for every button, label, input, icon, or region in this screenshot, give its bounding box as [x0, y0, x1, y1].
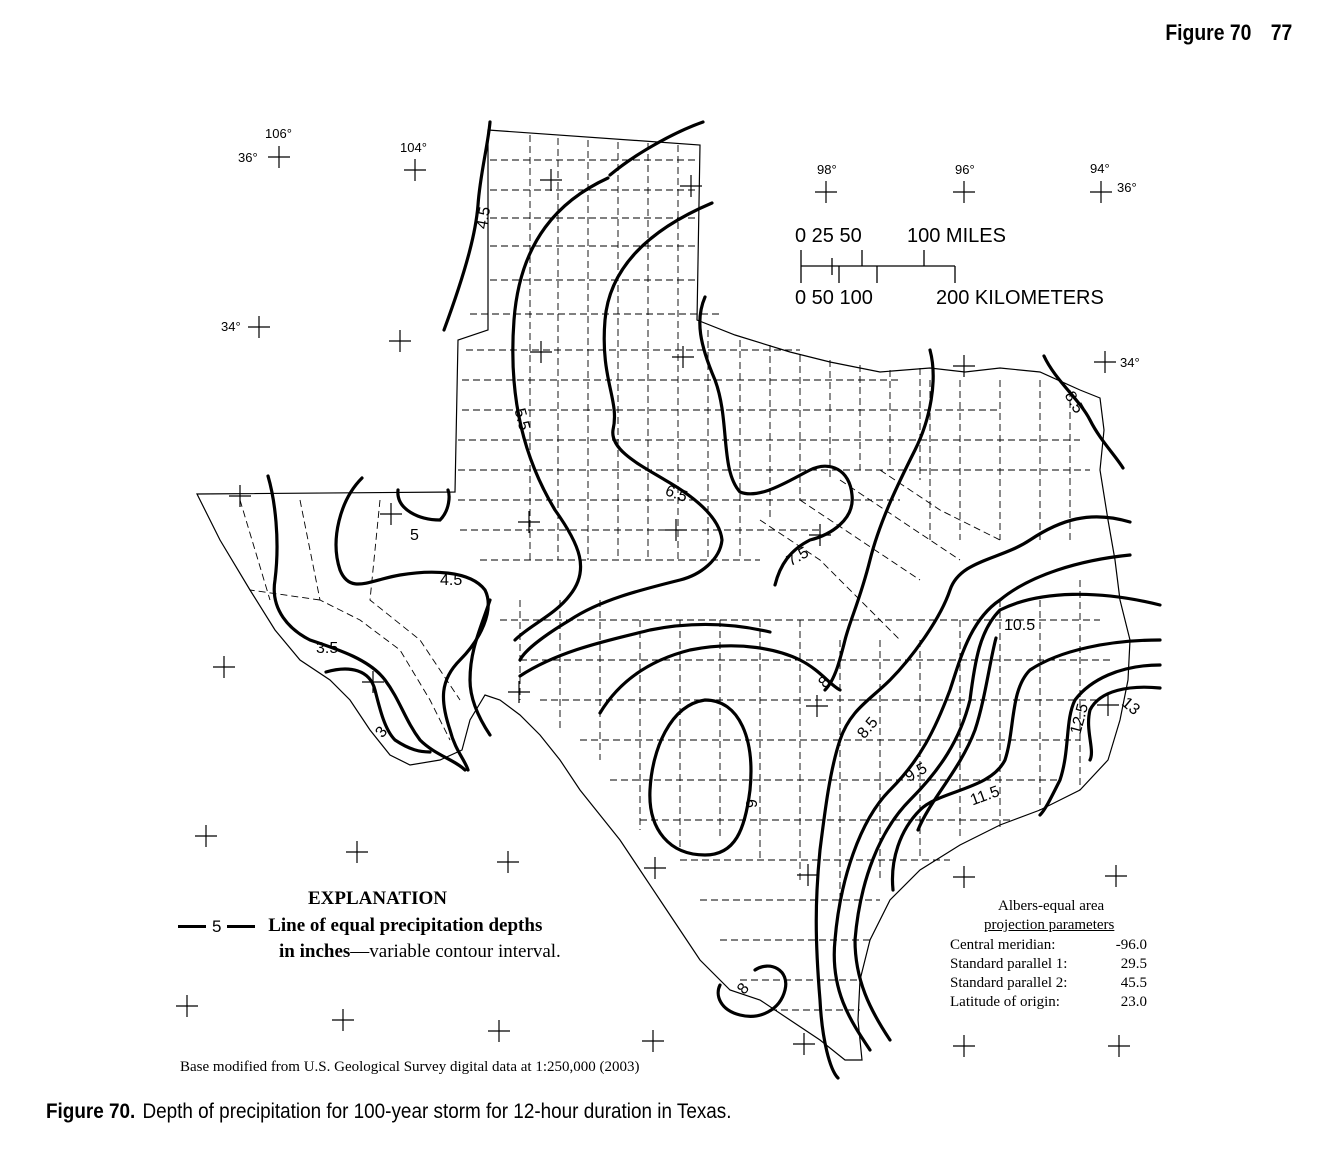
scale-miles-label: 100 MILES — [907, 225, 1006, 247]
base-note: Base modified from U.S. Geological Survey digital data at 1:250,000 (2003) — [180, 1059, 640, 1075]
legend-text-bold-2: in inches — [279, 941, 351, 962]
projection-param-row — [950, 937, 1147, 954]
contour-9-loop — [650, 700, 751, 855]
lat-34-right-label: 34° — [1120, 355, 1140, 370]
legend-row-2 — [279, 941, 561, 963]
param-label: Central meridian: — [950, 937, 1056, 953]
contour-10-5 — [855, 594, 1160, 1040]
contour-label-12-5: 12.5 — [1067, 701, 1093, 737]
contour-8-top — [825, 350, 933, 690]
lon-106-label: 106° — [265, 126, 292, 141]
param-value: 29.5 — [1120, 956, 1147, 972]
projection-param-row — [950, 975, 1147, 992]
contour-label-9: 9 — [744, 799, 761, 808]
projection-param-row — [950, 956, 1147, 973]
contour-label-9-5: 9.5 — [902, 759, 931, 786]
contour-6-5-upper — [610, 122, 703, 175]
contour-label-3: 3 — [372, 723, 392, 742]
figure-label: Figure 70 — [1165, 20, 1252, 45]
param-value: 23.0 — [1120, 994, 1147, 1010]
legend-row — [178, 915, 542, 937]
legend-text-rest: —variable contour interval. — [350, 941, 561, 962]
contour-label-4-5-panhandle: 4.5 — [473, 205, 495, 231]
legend-text-bold: Line of equal precipitation depths — [268, 915, 543, 936]
contour-8-5 — [1044, 356, 1123, 468]
contour-label-8-5: 8.5 — [854, 714, 882, 743]
caption-label: Figure 70. — [46, 1100, 136, 1123]
legend-line-icon — [227, 925, 255, 928]
legend-line-icon — [178, 925, 206, 928]
lat-34-left-label: 34° — [221, 319, 241, 334]
scale-miles-ticks: 0 25 50 — [795, 225, 862, 247]
contour-label-8: 8 — [815, 673, 834, 692]
contour-label-13: 13 — [1118, 694, 1143, 719]
county-lines — [240, 135, 1110, 1010]
scale-km-label: 200 KILOMETERS — [936, 287, 1104, 309]
contour-label-5: 5 — [410, 527, 419, 544]
contour-label-8-bottom: 8 — [734, 980, 753, 998]
param-label: Latitude of origin: — [950, 994, 1060, 1010]
contour-label-3-5: 3.5 — [316, 640, 339, 657]
page-number: 77 — [1270, 20, 1292, 45]
param-value: -96.0 — [1115, 937, 1147, 953]
caption-text: Depth of precipitation for 100-year storm for 12-hour duration in Texas. — [142, 1100, 732, 1123]
legend-value: 5 — [212, 916, 222, 936]
param-label: Standard parallel 1: — [950, 956, 1068, 972]
contour-label-4-5-west: 4.5 — [440, 572, 463, 589]
contour-label-8-5-ne: 8.5 — [1060, 388, 1087, 417]
lat-36-left-label: 36° — [238, 150, 258, 165]
lon-98-label: 98° — [817, 162, 837, 177]
param-value: 45.5 — [1120, 975, 1147, 991]
contour-label-11-5: 11.5 — [968, 783, 1003, 810]
contour-label-10-5: 10.5 — [1004, 617, 1036, 634]
contour-label-6-5: 6.5 — [662, 482, 690, 506]
contour-11-5 — [892, 640, 1160, 890]
lon-104-label: 104° — [400, 140, 427, 155]
lat-36-right-label: 36° — [1117, 180, 1137, 195]
contour-5 — [398, 490, 449, 520]
scale-km-ticks: 0 50 100 — [795, 287, 873, 309]
lon-94-label: 94° — [1090, 161, 1110, 176]
contour-label-5-5: 5.5 — [510, 406, 533, 433]
explanation-title: EXPLANATION — [308, 888, 447, 909]
contour-label-7-5: 7.5 — [784, 544, 812, 571]
projection-title-1: Albers-equal area — [998, 898, 1105, 914]
param-label: Standard parallel 2: — [950, 975, 1068, 991]
projection-title-2: projection parameters — [984, 917, 1115, 933]
contour-6-5 — [520, 203, 722, 660]
projection-param-row — [950, 994, 1147, 1011]
figure-caption — [46, 1100, 732, 1124]
scale-bar — [801, 250, 955, 283]
lon-96-label: 96° — [955, 162, 975, 177]
